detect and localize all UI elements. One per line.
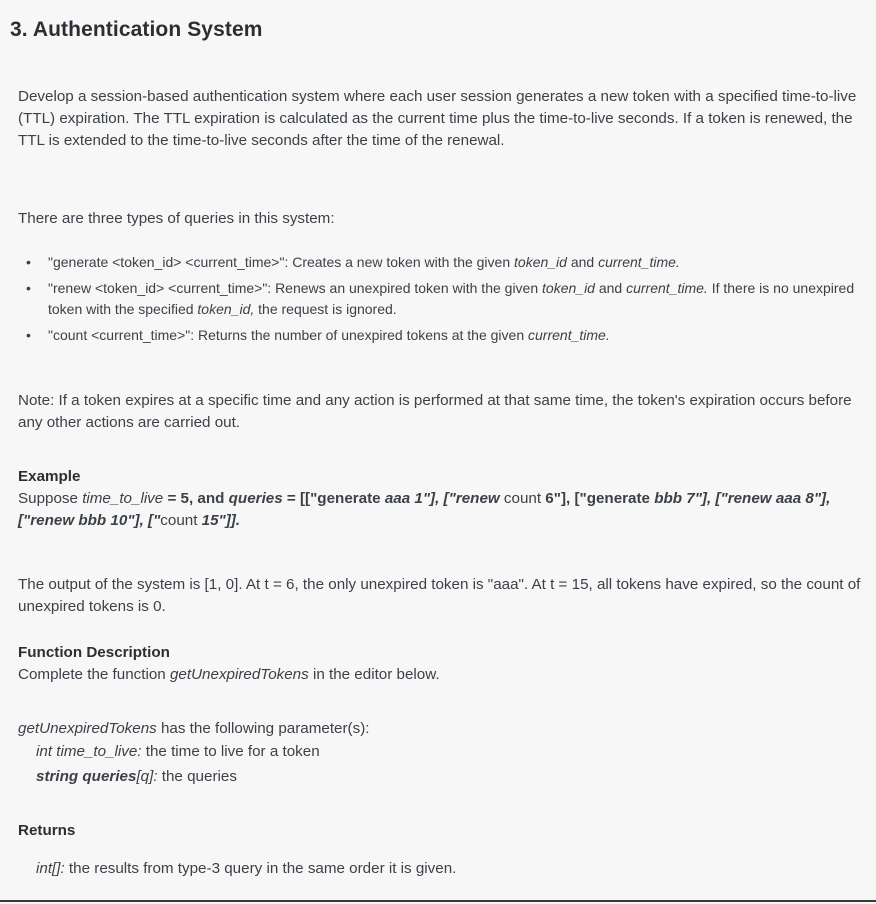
- parameter-queries: string queries[q]: the queries: [36, 768, 237, 785]
- example-heading: Example: [18, 468, 81, 485]
- parameters-intro: getUnexpiredTokens has the following parameter(s):: [18, 720, 370, 737]
- bullet-icon: •: [26, 327, 31, 343]
- queries-intro: There are three types of queries in this system:: [18, 210, 335, 227]
- example-statement: Suppose time_to_live = 5, and queries = [["generate aaa 1"], ["renew count 6"], ["generate bbb 7"], ["renew aaa 8"], ["renew bbb 10"], ["count 15"]].: [18, 490, 831, 529]
- list-item: • "count <current_time>": Returns the number of unexpired tokens at the given current_time.: [18, 325, 858, 346]
- bullet-icon: •: [26, 254, 31, 270]
- query-types-list: [18, 252, 858, 351]
- returns-heading: Returns: [18, 822, 76, 839]
- parameter-time-to-live: int time_to_live: the time to live for a token: [36, 743, 320, 760]
- bullet-icon: •: [26, 280, 31, 296]
- intro-paragraph: Develop a session-based authentication system where each user session generates a new token with a specified time-to-live (TTL) expiration. The TTL expiration is calculated as the current time plus the time-to-live seconds. If a token is renewed, the TTL is extended to the time-to-live seconds after the time of the renewal.: [18, 88, 857, 149]
- bottom-divider: [0, 900, 876, 902]
- example-output: The output of the system is [1, 0]. At t = 6, the only unexpired token is "aaa". At t = 15, all tokens have expired, so the count of unexpired tokens is 0.: [18, 576, 861, 615]
- returns-description: int[]: the results from type-3 query in the same order it is given.: [36, 860, 457, 877]
- list-item: • "generate <token_id> <current_time>": Creates a new token with the given token_id and current_time.: [18, 252, 858, 273]
- page-title: 3. Authentication System: [10, 18, 263, 41]
- function-description: Complete the function getUnexpiredTokens in the editor below.: [18, 666, 440, 683]
- list-item: • "renew <token_id> <current_time>": Renews an unexpired token with the given token_id and current_time. If there is no unexpired token with the specified token_id, the request is ignored.: [26, 280, 855, 317]
- function-heading: Function Description: [18, 644, 170, 661]
- note-paragraph: Note: If a token expires at a specific time and any action is performed at that same time, the token's expiration occurs before any other actions are carried out.: [18, 392, 852, 431]
